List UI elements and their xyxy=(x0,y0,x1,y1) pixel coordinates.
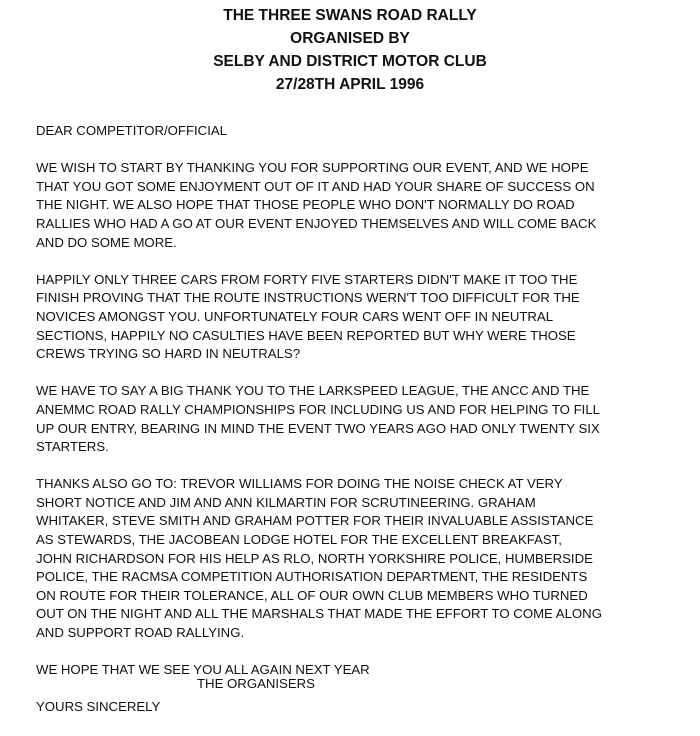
paragraph-line: WE HOPE THAT WE SEE YOU ALL AGAIN NEXT YEAR xyxy=(36,662,370,678)
paragraph-line: AND DO SOME MORE. xyxy=(36,234,177,250)
paragraph-line: THE NIGHT. WE ALSO HOPE THAT THOSE PEOPLE WHO DON'T NORMALLY DO ROAD xyxy=(36,197,575,213)
paragraph-line: THANKS ALSO GO TO: TREVOR WILLIAMS FOR DOING THE NOISE CHECK AT VERY xyxy=(36,476,563,492)
paragraph-line: UP OUR ENTRY, BEARING IN MIND THE EVENT TWO YEARS AGO HAD ONLY TWENTY SIX xyxy=(36,420,600,436)
paragraph-line: STARTERS. xyxy=(36,439,109,455)
paragraph-thanks xyxy=(36,159,686,252)
closing-text: YOURS SINCERELY xyxy=(36,699,161,715)
paragraph-line: WHITAKER, STEVE SMITH AND GRAHAM POTTER FOR THEIR INVALUABLE ASSISTANCE xyxy=(36,513,594,529)
paragraph-line: SHORT NOTICE AND JIM AND ANN KILMARTIN FOR SCRUTINEERING. GRAHAM xyxy=(36,494,536,510)
paragraph-next-year xyxy=(36,661,686,680)
club-name: SELBY AND DISTRICT MOTOR CLUB xyxy=(213,53,487,70)
paragraph-line: HAPPILY ONLY THREE CARS FROM FORTY FIVE STARTERS DIDN'T MAKE IT TOO THE xyxy=(36,271,578,287)
event-date: 27/28TH APRIL 1996 xyxy=(275,76,425,93)
paragraph-line: WE HAVE TO SAY A BIG THANK YOU TO THE LARKSPEED LEAGUE, THE ANCC AND THE xyxy=(36,383,590,399)
paragraph-line: JOHN RICHARDSON FOR HIS HELP AS RLO, NORTH YORKSHIRE POLICE, HUMBERSIDE xyxy=(36,550,593,566)
paragraph-finishers xyxy=(36,271,686,364)
paragraph-line: WE WISH TO START BY THANKING YOU FOR SUPPORTING OUR EVENT, AND WE HOPE xyxy=(36,160,589,176)
letter-header xyxy=(0,4,700,96)
paragraph-line: POLICE, THE RACMSA COMPETITION AUTHORISATION DEPARTMENT, THE RESIDENTS xyxy=(36,569,588,585)
paragraph-line: ANEMMC ROAD RALLY CHAMPIONSHIPS FOR INCLUDING US AND FOR HELPING TO FILL xyxy=(36,401,600,417)
paragraph-line: SECTIONS, HAPPILY NO CASULTIES HAVE BEEN REPORTED BUT WHY WERE THOSE xyxy=(36,327,576,343)
paragraph-line: AS STEWARDS, THE JACOBEAN LODGE HOTEL FOR THE EXCELLENT BREAKFAST, xyxy=(36,532,562,548)
paragraph-line: NOVICES AMONGST YOU. UNFORTUNATELY FOUR CARS WENT OFF IN NEUTRAL xyxy=(36,308,554,324)
event-title: THE THREE SWANS ROAD RALLY xyxy=(223,7,477,24)
paragraph-acknowledgements xyxy=(36,475,686,642)
letter-body xyxy=(36,122,686,736)
salutation xyxy=(36,122,686,141)
paragraph-championships xyxy=(36,382,686,456)
paragraph-line: CREWS TRYING SO HARD IN NEUTRALS? xyxy=(36,346,301,362)
paragraph-line: FINISH PROVING THAT THE ROUTE INSTRUCTIONS WERN'T TOO DIFFICULT FOR THE xyxy=(36,290,580,306)
paragraph-line: RALLIES WHO HAD A GO AT OUR EVENT ENJOYED THEMSELVES AND WILL COME BACK xyxy=(36,215,597,231)
salutation-text: DEAR COMPETITOR/OFFICIAL xyxy=(36,123,227,138)
closing xyxy=(36,698,686,717)
paragraph-line: THAT YOU GOT SOME ENJOYMENT OUT OF IT AND HAD YOUR SHARE OF SUCCESS ON xyxy=(36,178,595,194)
paragraph-line: OUT ON THE NIGHT AND ALL THE MARSHALS THAT MADE THE EFFORT TO COME ALONG xyxy=(36,606,602,622)
signature: THE ORGANISERS xyxy=(197,676,315,691)
paragraph-line: ON ROUTE FOR THEIR TOLERANCE, ALL OF OUR OWN CLUB MEMBERS WHO TURNED xyxy=(36,587,588,603)
paragraph-line: AND SUPPORT ROAD RALLYING. xyxy=(36,625,245,641)
organised-by: ORGANISED BY xyxy=(290,30,410,47)
